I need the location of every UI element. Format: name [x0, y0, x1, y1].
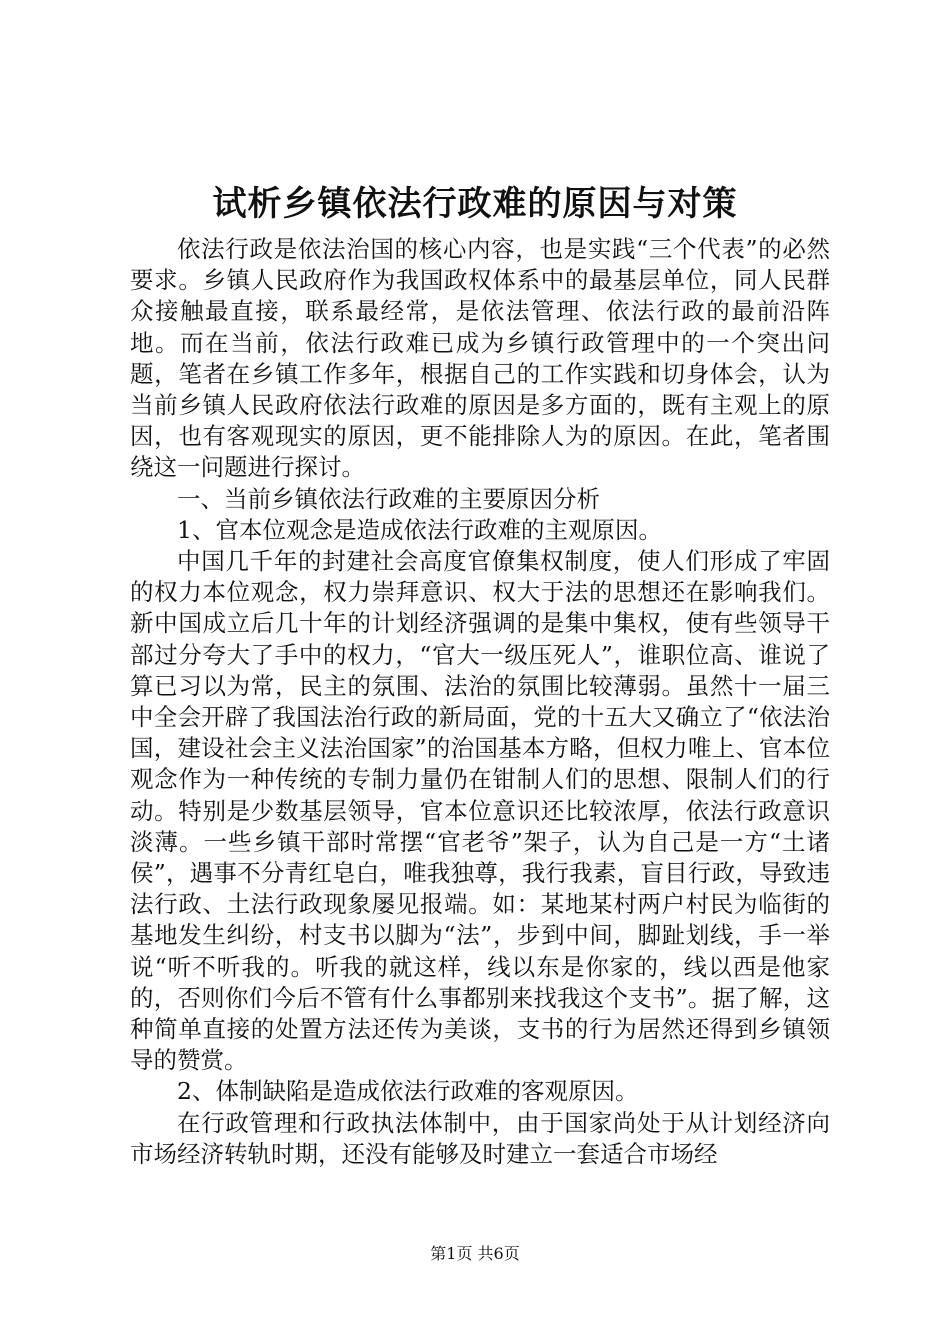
page-number-footer: 第1页 共6页 [430, 1244, 520, 1263]
document-body [130, 234, 830, 1170]
paragraph-intro: 依法行政是依法治国的核心内容，也是实践“三个代表”的必然要求。乡镇人民政府作为我国政权体系中的最基层单位，同人民群众接触最直接，联系最经常，是依法管理、依法行政的最前沿阵地。而在当前，依法行政难已成为乡镇行政管理中的一个突出问题，笔者在乡镇工作多年，根据自己的工作实践和切身体会，认为当前乡镇人民政府依法行政难的原因是多方面的，既有主观上的原因，也有客观现实的原因，更不能排除人为的原因。在此，笔者围绕这一问题进行探讨。 [130, 235, 830, 482]
subheading-1: 1、官本位观念是造成依法行政难的主观原因。 [177, 515, 662, 544]
paragraph-officialdom: 中国几千年的封建社会高度官僚集权制度，使人们形成了牢固的权力本位观念，权力崇拜意识、权大于法的思想还在影响我们。新中国成立后几十年的计划经济强调的是集中集权，使有些领导干部过分夸大了手中的权力，“官大一级压死人”，谁职位高、谁说了算已习以为常，民主的氛围、法治的氛围比较薄弱。虽然十一届三中全会开辟了我国法治行政的新局面，党的十五大又确立了“依法治国，建设社会主义法治国家”的治国基本方略，但权力唯上、官本位观念作为一种传统的专制力量仍在钳制人们的思想、限制人们的行动。特别是少数基层领导，官本位意识还比较浓厚，依法行政意识淡薄。一些乡镇干部时常摆“官老爷”架子，认为自己是一方“土诸侯”，遇事不分青红皂白，唯我独尊，我行我素，盲目行政，导致违法行政、土法行政现象屡见报端。如：某地某村两户村民为临街的基地发生纠纷，村支书以脚为“法”，步到中间，脚趾划线，手一举说“听不听我的。听我的就这样，线以东是你家的，线以西是他家的，否则你们今后不管有什么事都别来找我这个支书”。据了解，这种简单直接的处置方法还传为美谈，支书的行为居然还得到乡镇领导的赞赏。 [130, 547, 830, 1075]
document-title: 试析乡镇依法行政难的原因与对策 [212, 184, 738, 224]
paragraph-system-defects: 在行政管理和行政执法体制中，由于国家尚处于从计划经济向市场经济转轨时期，还没有能够及时建立一套适合市场经 [130, 1108, 830, 1168]
section-heading-1: 一、当前乡镇依法行政难的主要原因分析 [177, 484, 600, 513]
subheading-2: 2、体制缺陷是造成依法行政难的客观原因。 [177, 1077, 639, 1106]
